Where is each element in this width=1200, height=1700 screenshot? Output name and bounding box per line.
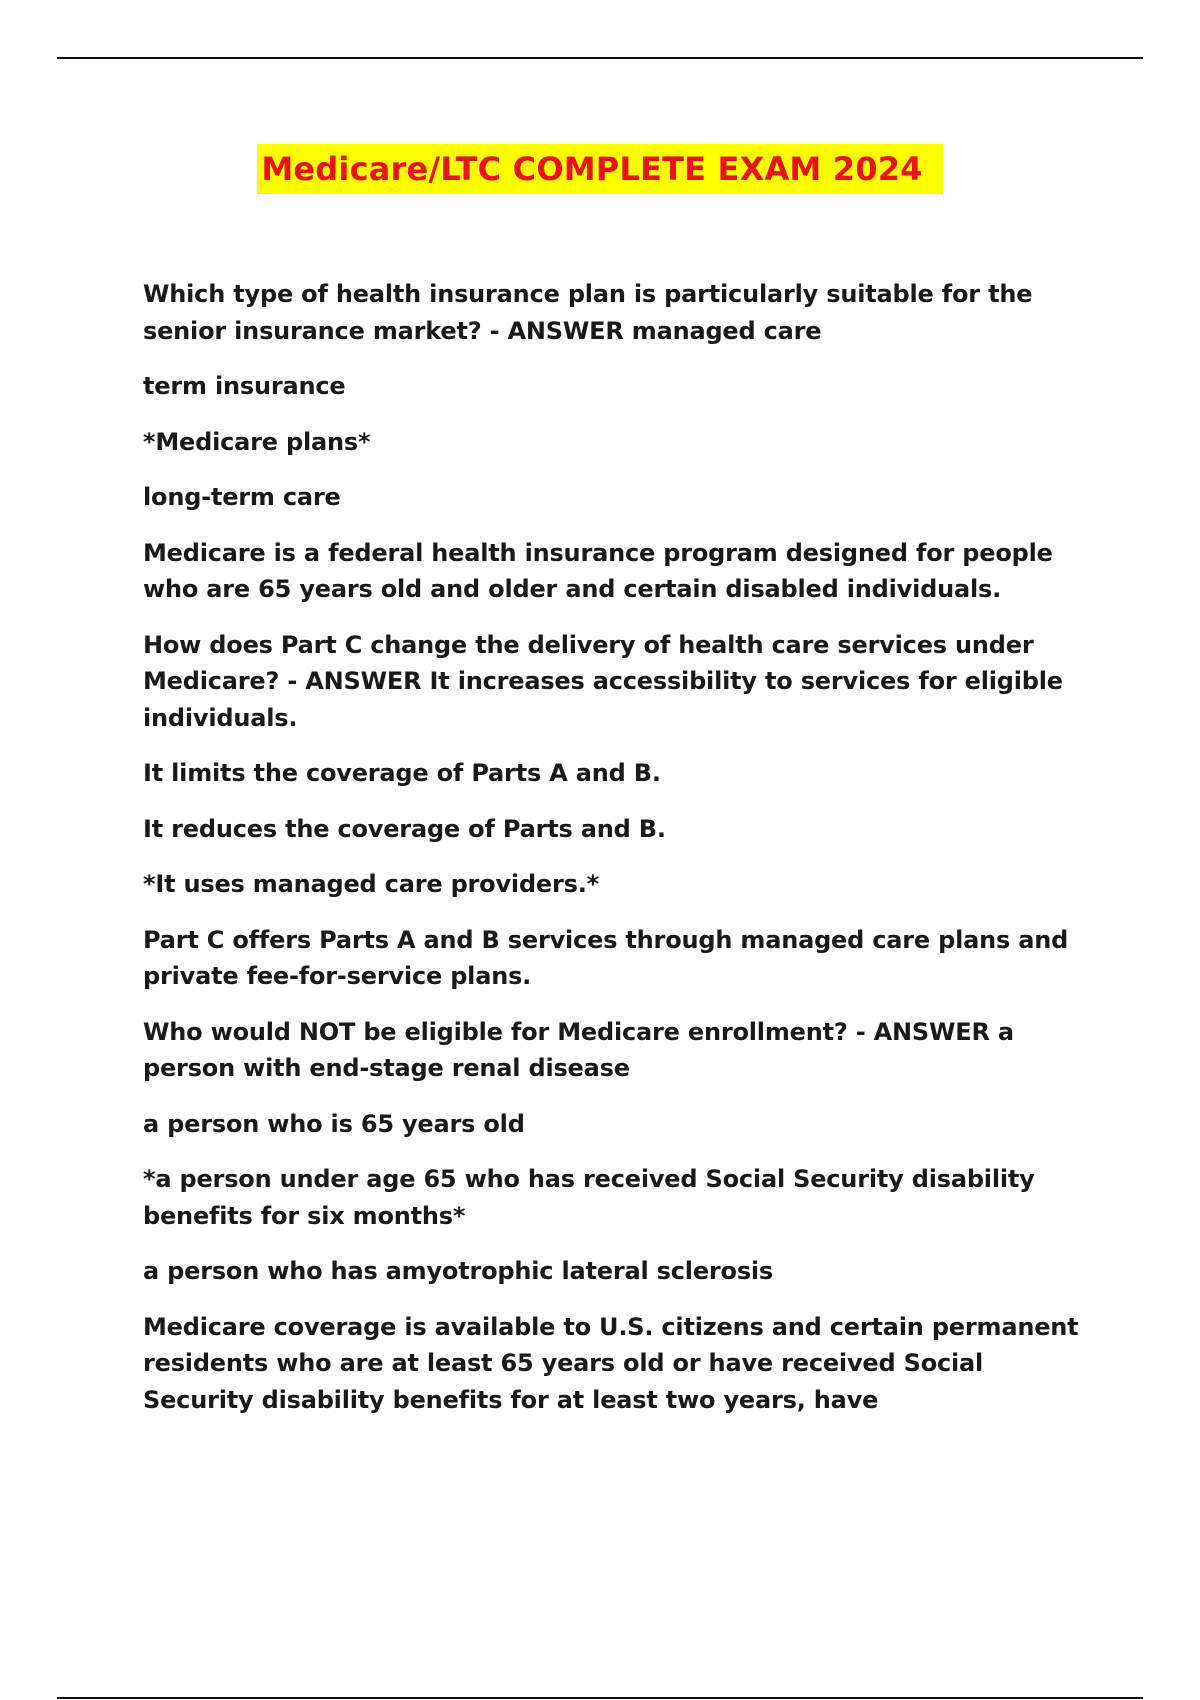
explanation-1: Medicare is a federal health insurance program designed for people who are 65 years old and older and certain disabled individuals. <box>143 538 1053 603</box>
option-long-term-care: long-term care <box>143 483 341 511</box>
option-reduces-coverage: It reduces the coverage of Parts and B. <box>143 814 666 843</box>
option-limits-coverage: It limits the coverage of Parts A and B. <box>143 759 661 787</box>
title-area <box>0 144 1200 194</box>
option-medicare-plans: *Medicare plans* <box>143 427 371 456</box>
option-65-years-old: a person who is 65 years old <box>143 1109 525 1138</box>
explanation-2: Part C offers Parts A and B services through managed care plans and private fee-for-service plans. <box>143 925 1069 990</box>
option-disability-six-months: *a person under age 65 who has received Social Security disability benefits for six months* <box>143 1165 1035 1230</box>
document-body <box>143 276 1093 1437</box>
option-term-insurance: term insurance <box>143 372 346 400</box>
bottom-rule <box>57 1697 1143 1699</box>
top-rule <box>57 57 1143 59</box>
document-title: Medicare/LTC COMPLETE EXAM 2024 <box>257 144 942 194</box>
question-1: Which type of health insurance plan is particularly suitable for the senior insurance market? - ANSWER managed care <box>143 280 1033 345</box>
explanation-3: Medicare coverage is available to U.S. citizens and certain permanent residents who are at least 65 years old or have received Social Security disability benefits for at least two years, have <box>143 1312 1079 1414</box>
question-2: How does Part C change the delivery of health care services under Medicare? - ANSWER It increases accessibility to services for eligible individuals. <box>143 630 1063 732</box>
option-managed-care-providers: *It uses managed care providers.* <box>143 870 599 898</box>
question-3: Who would NOT be eligible for Medicare enrollment? - ANSWER a person with end-stage renal disease <box>143 1017 1014 1082</box>
option-als: a person who has amyotrophic lateral sclerosis <box>143 1257 774 1285</box>
